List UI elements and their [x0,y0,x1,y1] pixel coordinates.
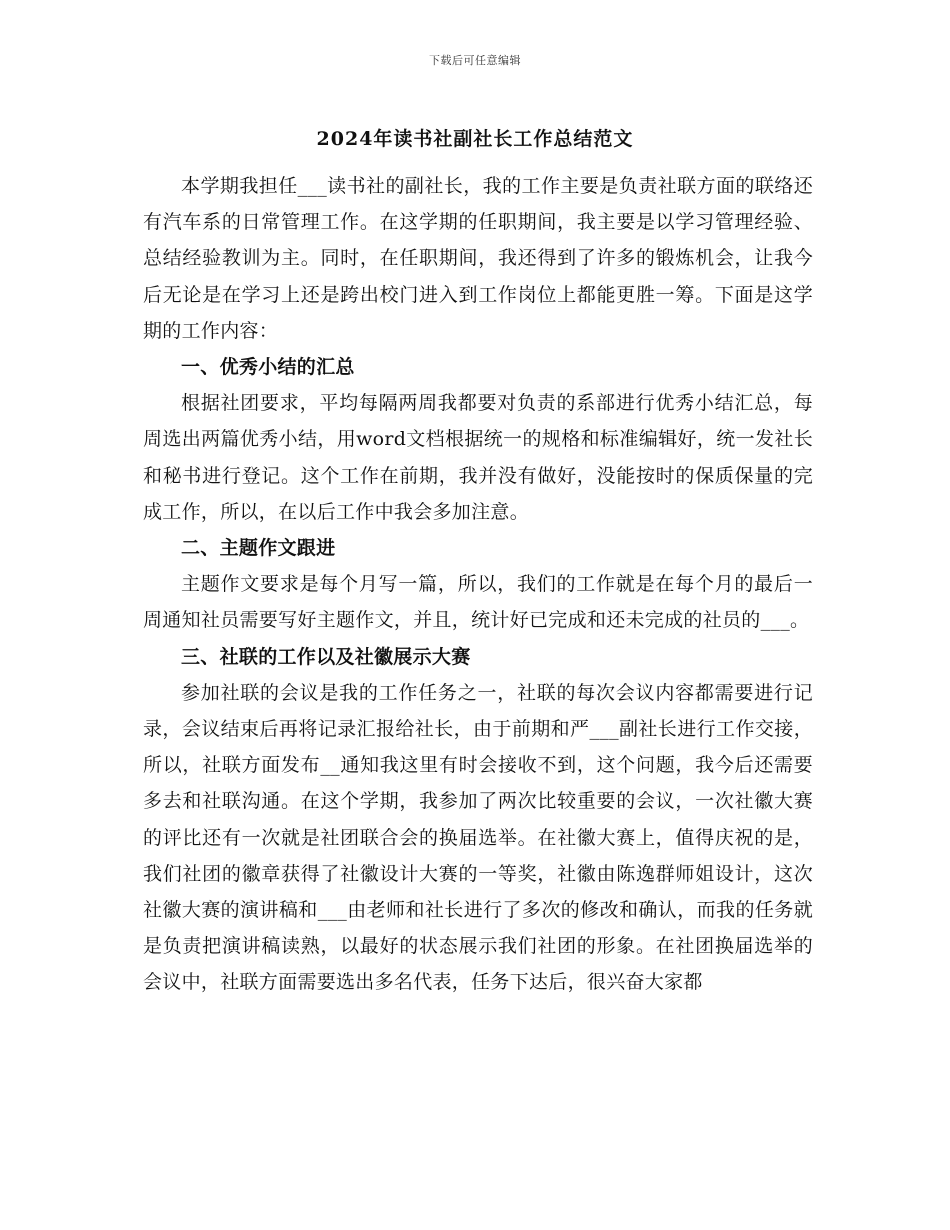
document-body [143,168,813,1001]
section-heading-1: 一、优秀小结的汇总 [181,356,355,379]
section-body-3: 参加社联的会议是我的工作任务之一，社联的每次会议内容都需要进行记录，会议结束后再将记录汇报给社长，由于前期和严___副社长进行工作交接，所以，社联方面发布__通知我这里有时会接收不到，这个问题，我今后还需要多去和社联沟通。在这个学期，我参加了两次比较重要的会议，一次社徽大赛的评比还有一次就是社团联合会的换届选举。在社徽大赛上，值得庆祝的是，我们社团的徽章获得了社徽设计大赛的一等奖，社徽由陈逸群师姐设计，这次社徽大赛的演讲稿和___由老师和社长进行了多次的修改和确认，而我的任务就是负责把演讲稿读熟，以最好的状态展示我们社团的形象。在社团换届选举的会议中，社联方面需要选出多名代表，任务下达后，很兴奋大家都 [143,681,813,994]
section-heading-2: 二、主题作文跟进 [181,537,336,560]
intro-paragraph: 本学期我担任___读书社的副社长，我的工作主要是负责社联方面的联络还有汽车系的日常管理工作。在这学期的任职期间，我主要是以学习管理经验、总结经验教训为主。同时，在任职期间，我还得到了许多的锻炼机会，让我今后无论是在学习上还是跨出校门进入到工作岗位上都能更胜一筹。下面是这学期的工作内容： [143,175,813,342]
header-note: 下载后可任意编辑 [429,54,521,67]
section-body-1: 根据社团要求，平均每隔两周我都要对负责的系部进行优秀小结汇总，每周选出两篇优秀小结，用word文档根据统一的规格和标准编辑好，统一发社长和秘书进行登记。这个工作在前期，我并没有做好，没能按时的保质保量的完成工作，所以，在以后工作中我会多加注意。 [143,392,813,523]
section-body-2: 主题作文要求是每个月写一篇，所以，我们的工作就是在每个月的最后一周通知社员需要写好主题作文，并且，统计好已完成和还未完成的社员的___。 [143,573,813,632]
document-title: 2024年读书社副社长工作总结范文 [316,128,634,150]
section-heading-3: 三、社联的工作以及社徽展示大赛 [181,645,471,668]
